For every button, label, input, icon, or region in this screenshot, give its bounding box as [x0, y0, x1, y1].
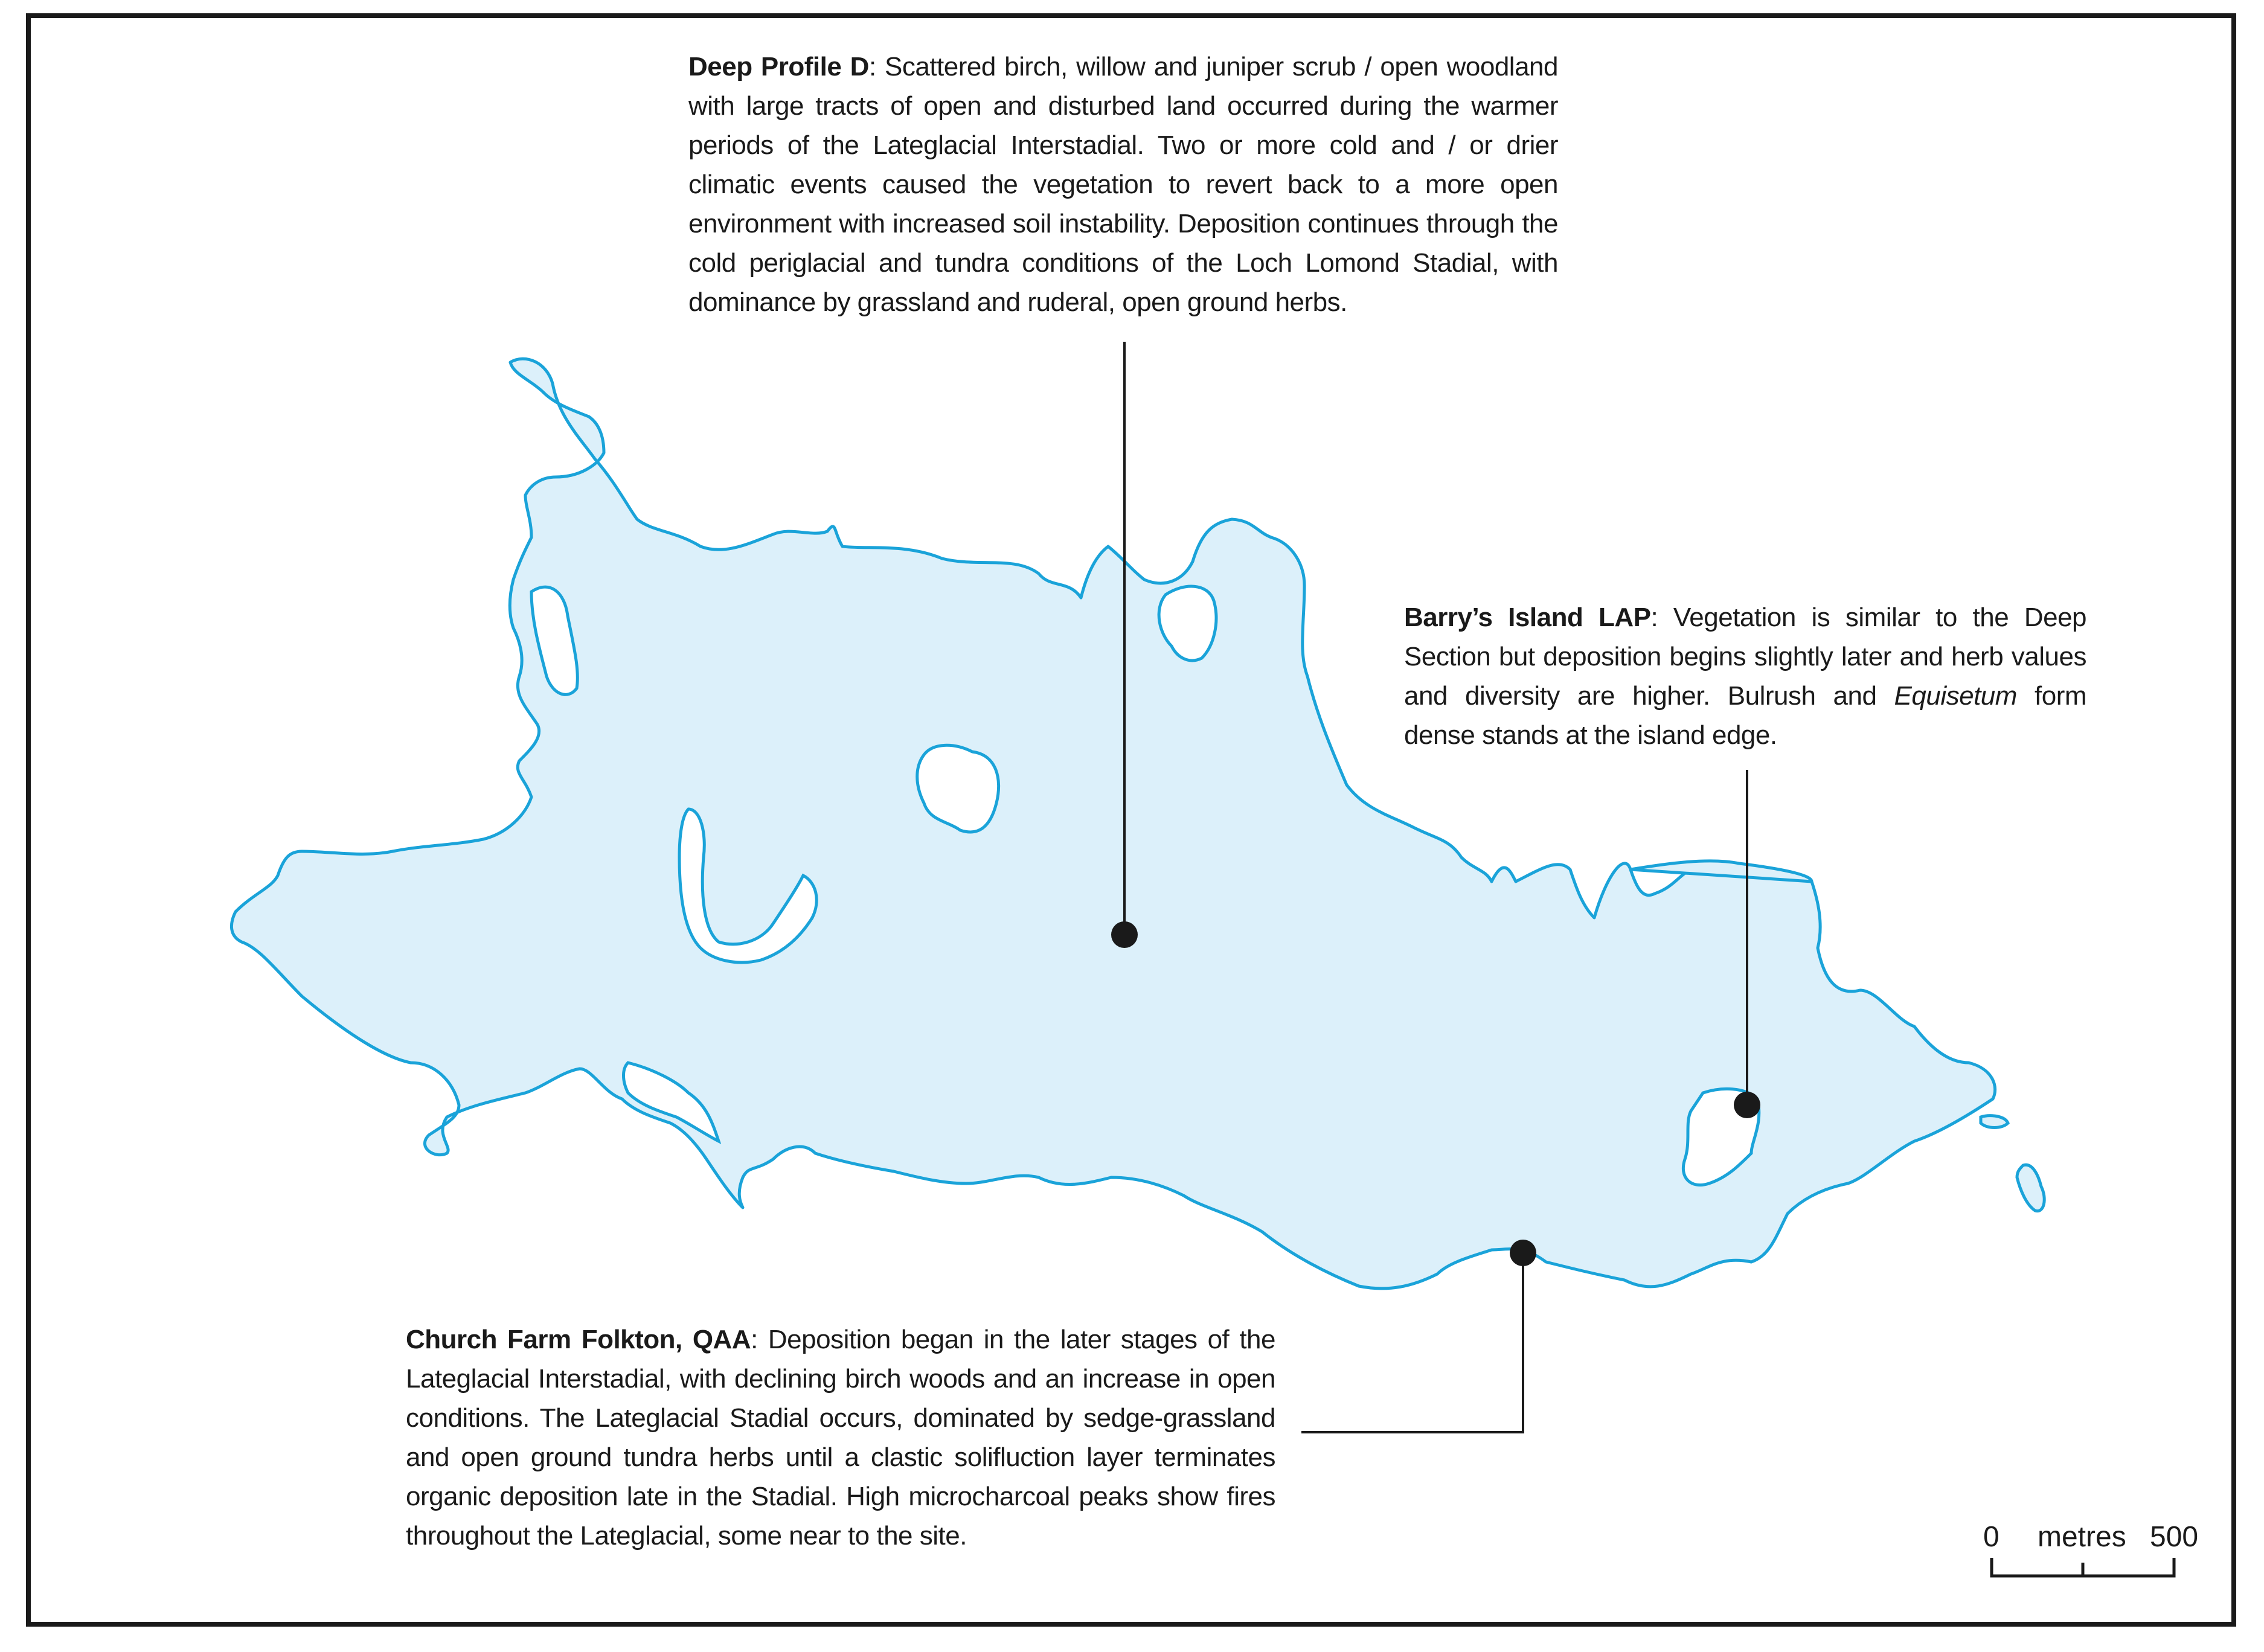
church-farm-marker: [1510, 1240, 1536, 1266]
deep-profile-marker: [1111, 921, 1138, 948]
scale-min-label: 0: [1983, 1521, 1999, 1553]
barrys-island-taxon: Equisetum: [1894, 681, 2017, 711]
barrys-island-description-before: : Vegetation is similar to the Deep Section but deposition begins slightly later and herb values and diversity are higher. Bulrush and: [1404, 603, 2087, 711]
east-outlier-2: [2017, 1165, 2044, 1211]
barrys-island-description-after: form dense stands at the island edge.: [1404, 681, 2086, 750]
deep-profile-description: : Scattered birch, willow and juniper scrub / open woodland with large tracts of open and disturbed land occurred during the warmer periods of the Lateglacial Interstadial. Two or more cold and / or drier climatic events caused the vegetation to revert back to a more open environment with increased soil instability. Deposition continues through the cold periglacial and tundra conditions of the Loch Lomond Stadial, with dominance by grassland and ruderal, open ground herbs.: [688, 52, 1558, 317]
barrys-island-marker: [1734, 1092, 1760, 1118]
scale-bar: [1992, 1558, 2174, 1576]
church-farm-site-name: Church Farm Folkton, QAA: [406, 1325, 751, 1354]
east-outlier-1: [1981, 1116, 2008, 1128]
deep-profile-annotation: [688, 47, 1558, 322]
barrys-island-annotation: [1404, 598, 2086, 755]
church-farm-annotation: [406, 1320, 1275, 1555]
church-farm-description: : Deposition began in the later stages of the Lateglacial Interstadial, with declining birch woods and an increase in open conditions. The Lateglacial Stadial occurs, dominated by sedge-grassland and open ground tundra herbs until a clastic solifluction layer terminates organic deposition late in the Stadial. High microcharcoal peaks show fires throughout the Lateglacial, some near to the site.: [406, 1325, 1275, 1551]
scale-unit-label: metres: [2038, 1521, 2126, 1553]
barrys-island-site-name: Barry’s Island LAP: [1404, 603, 1651, 632]
scale-max-label: 500: [2150, 1521, 2199, 1553]
deep-profile-site-name: Deep Profile D: [688, 52, 869, 82]
